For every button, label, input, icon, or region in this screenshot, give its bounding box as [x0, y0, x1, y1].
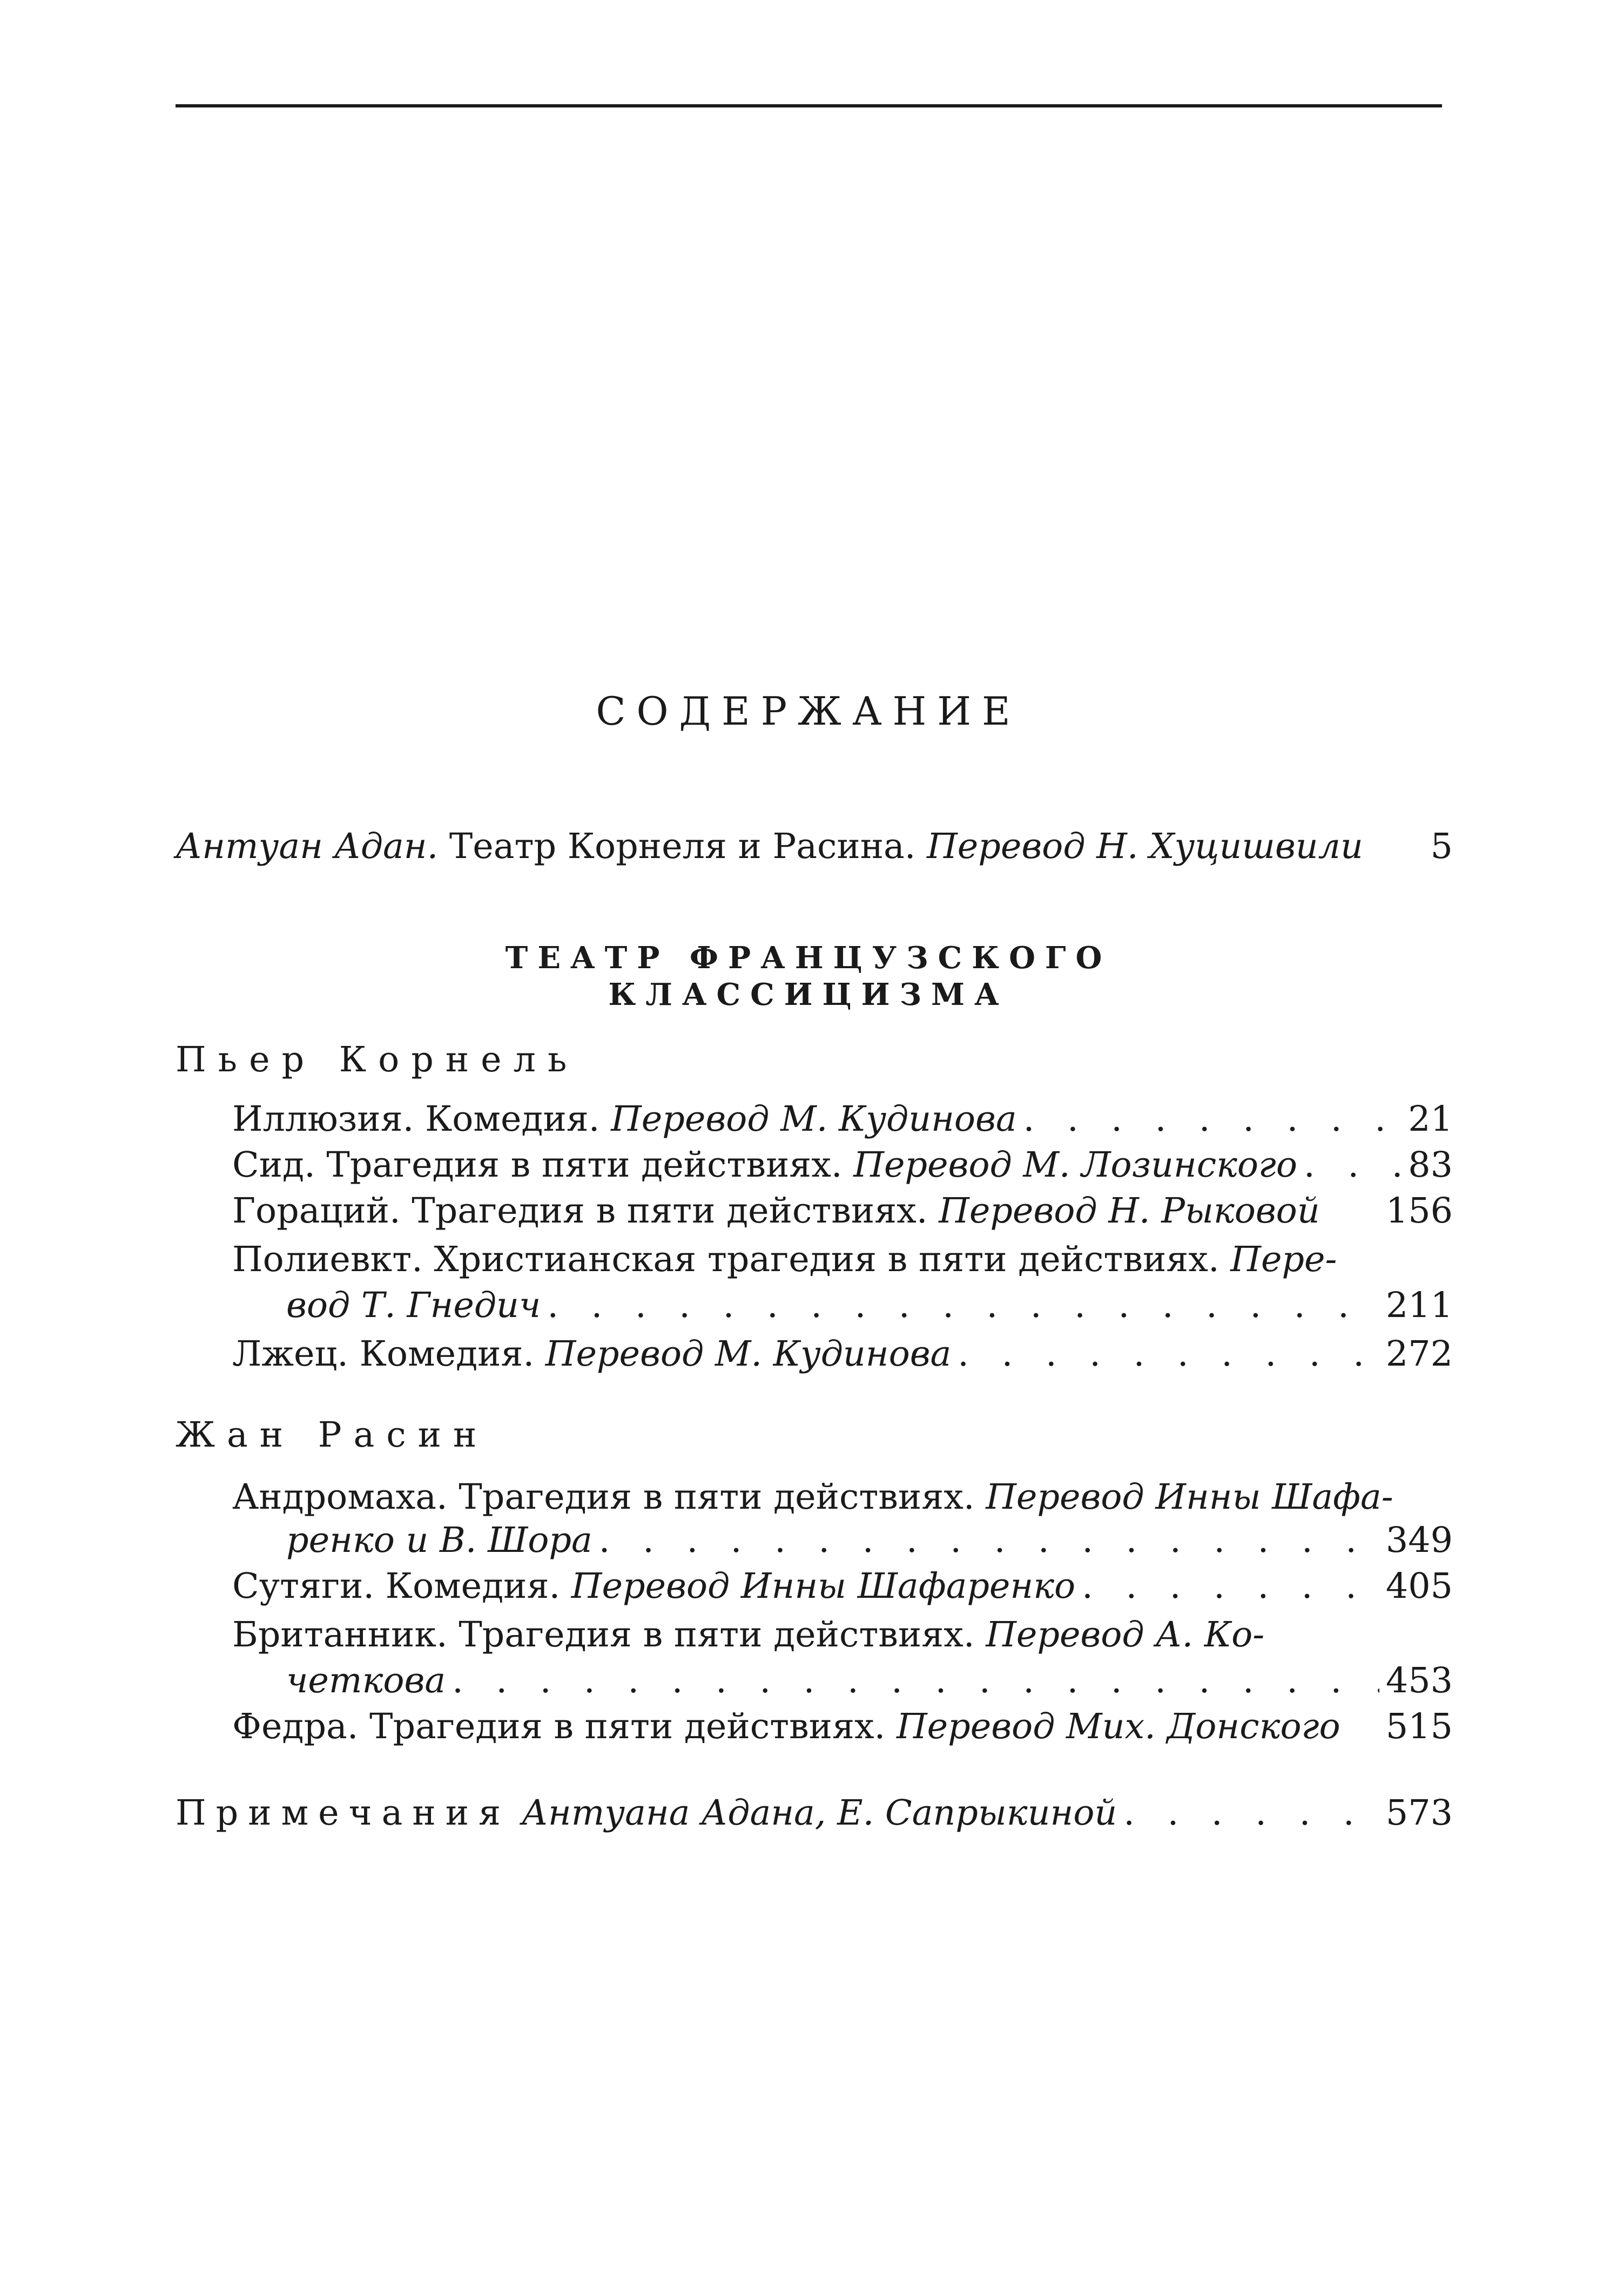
entry-translator-cont: вод Т. Гнедич [286, 1285, 541, 1326]
entry-page: 21 [1408, 1099, 1453, 1139]
toc-entry[interactable] [232, 1566, 1453, 1606]
entry-author: Антуан Адан. [176, 826, 439, 867]
leader-dots [599, 1523, 1379, 1558]
leader-dots [1023, 1102, 1402, 1137]
toc-entry-continuation[interactable] [286, 1285, 1453, 1326]
toc-entry[interactable] [232, 1615, 1264, 1655]
entry-page: 515 [1385, 1706, 1453, 1747]
entry-work: Сид. Трагедия в пяти действиях. [232, 1145, 854, 1185]
entry-work: Иллюзия. Комедия. [232, 1099, 611, 1139]
entry-page: 156 [1385, 1191, 1453, 1231]
toc-entry-continuation[interactable] [286, 1660, 1453, 1701]
page-title: СОДЕРЖАНИЕ [596, 688, 1021, 734]
toc-entry-notes[interactable] [176, 1795, 1453, 1831]
top-rule [176, 104, 1442, 107]
entry-translator: Перевод Инны Шафаренко [571, 1566, 1076, 1606]
entry-work: Сутяги. Комедия. [232, 1566, 571, 1606]
toc-entry[interactable] [232, 1099, 1453, 1139]
entry-translator-cont: ренко и В. Шора [286, 1520, 592, 1561]
entry-translator: Перевод Н. Хуцишвили [927, 826, 1363, 867]
author-racine: Жан Расин [176, 1415, 489, 1455]
entry-translator: Перевод М. Кудинова [611, 1099, 1017, 1139]
leader-dots [1082, 1569, 1379, 1604]
entry-page: 573 [1385, 1793, 1453, 1833]
entry-translator: Перевод М. Лозинского [853, 1145, 1298, 1185]
entry-page: 272 [1385, 1334, 1453, 1374]
toc-entry-intro[interactable] [176, 826, 1453, 867]
entry-work: Британник. Трагедия в пяти действиях. [232, 1615, 986, 1655]
toc-entry[interactable] [232, 1147, 1453, 1183]
entry-translator: Перевод М. Кудинова [545, 1334, 952, 1374]
toc-entry-continuation[interactable] [286, 1520, 1453, 1561]
entry-translator-cont: четкова [286, 1660, 446, 1701]
entry-translator: Перевод А. Ко- [986, 1615, 1265, 1655]
entry-page: 211 [1385, 1285, 1453, 1326]
entry-page: 5 [1430, 826, 1453, 867]
leader-dots [452, 1663, 1379, 1698]
toc-entry[interactable] [232, 1336, 1453, 1372]
entry-translator: Пере- [1230, 1239, 1337, 1280]
entry-translator: Перевод Мих. Донского [897, 1706, 1340, 1747]
entry-work: Гораций. Трагедия в пяти действиях. [232, 1191, 939, 1231]
entry-page: 83 [1408, 1145, 1453, 1185]
author-corneille: Пьер Корнель [176, 1039, 579, 1080]
leader-dots [547, 1288, 1379, 1323]
toc-entry[interactable] [232, 1706, 1453, 1747]
entry-work: Театр Корнеля и Расина. [438, 826, 927, 867]
notes-authors: Антуана Адана, Е. Сапрыкиной [510, 1793, 1117, 1833]
leader-dots [958, 1336, 1379, 1372]
entry-page: 349 [1385, 1520, 1453, 1561]
toc-entry[interactable] [232, 1477, 1393, 1517]
entry-page: 453 [1385, 1660, 1453, 1701]
section-heading-line-1: ТЕАТР ФРАНЦУЗСКОГО [505, 940, 1112, 976]
toc-entry[interactable] [232, 1239, 1337, 1280]
entry-work: Полиевкт. Христианская трагедия в пяти действиях. [232, 1239, 1231, 1280]
entry-translator: Перевод Инны Шафа- [986, 1477, 1393, 1517]
notes-label: Примечания [176, 1793, 511, 1833]
leader-dots [1123, 1795, 1379, 1831]
leader-dots [1304, 1147, 1402, 1183]
entry-work: Лжец. Комедия. [232, 1334, 545, 1374]
toc-entry[interactable] [232, 1191, 1453, 1231]
entry-work: Федра. Трагедия в пяти действиях. [232, 1706, 897, 1747]
entry-work: Андромаха. Трагедия в пяти действиях. [232, 1477, 986, 1517]
entry-translator: Перевод Н. Рыковой [939, 1191, 1320, 1231]
entry-page: 405 [1385, 1566, 1453, 1606]
section-heading-line-2: КЛАССИЦИЗМА [608, 977, 1009, 1012]
